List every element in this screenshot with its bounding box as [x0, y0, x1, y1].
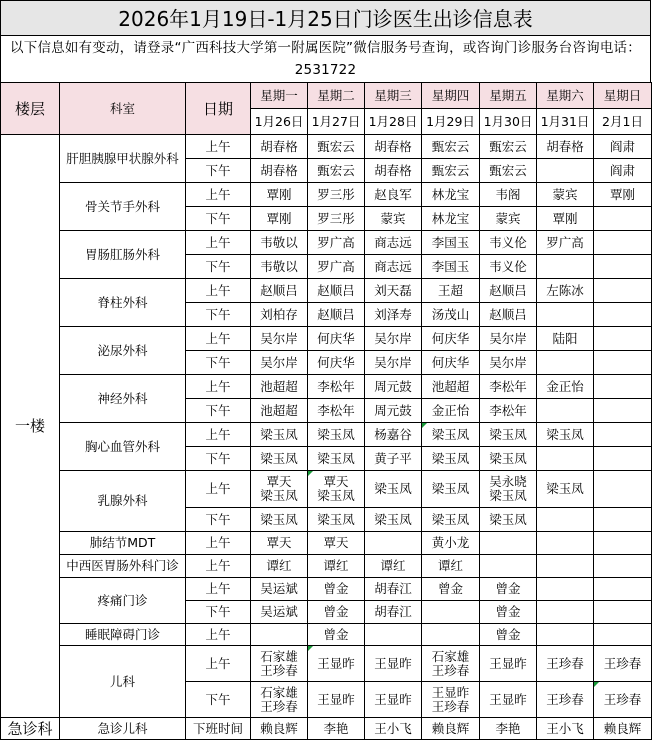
dept-cell: 睡眠障碍门诊 [60, 624, 186, 646]
doctor-cell [594, 375, 652, 399]
doctor-cell: 覃刚 [594, 183, 652, 207]
dept-cell: 神经外科 [60, 375, 186, 423]
doctor-cell: 梁玉凤 [480, 508, 537, 532]
doctor-cell [537, 447, 594, 471]
doctor-cell [480, 532, 537, 555]
doctor-cell [594, 303, 652, 327]
doctor-cell [594, 279, 652, 303]
doctor-cell [537, 303, 594, 327]
doctor-cell: 林龙宝 [422, 207, 480, 231]
header-floor: 楼层 [1, 83, 60, 135]
table-row [1, 279, 652, 303]
doctor-cell [537, 555, 594, 578]
doctor-cell: 吴尔岸 [480, 351, 537, 375]
period-cell: 上午 [186, 375, 251, 399]
period-cell: 下班时间 [186, 718, 251, 740]
doctor-cell: 蒙宾 [365, 207, 422, 231]
doctor-cell [594, 578, 652, 601]
doctor-cell: 王小飞 [365, 718, 422, 740]
doctor-cell: 王珍春 [537, 682, 594, 718]
period-cell: 下午 [186, 682, 251, 718]
period-cell: 下午 [186, 207, 251, 231]
doctor-cell: 梁玉凤 [480, 423, 537, 447]
doctor-cell: 覃刚 [251, 183, 308, 207]
dept-cell: 脊柱外科 [60, 279, 186, 327]
doctor-cell: 王显昨 [308, 682, 365, 718]
header-date-cell: 1月29日 [422, 109, 480, 135]
table-row [1, 532, 652, 555]
doctor-cell: 赵顺吕 [308, 303, 365, 327]
doctor-cell: 谭红 [422, 555, 480, 578]
doctor-cell: 赵良军 [365, 183, 422, 207]
dept-cell: 肺结节MDT [60, 532, 186, 555]
doctor-cell: 林龙宝 [422, 183, 480, 207]
doctor-cell: 罗广高 [308, 255, 365, 279]
doctor-cell: 黄小龙 [422, 532, 480, 555]
doctor-cell: 甄宏云 [422, 159, 480, 183]
doctor-cell: 赵顺吕 [308, 279, 365, 303]
doctor-cell: 阎肃 [594, 135, 652, 159]
doctor-cell: 何庆华 [422, 327, 480, 351]
page-title: 2026年1月19日-1月25日门诊医生出诊信息表 [0, 0, 651, 36]
doctor-cell: 刘柏存 [251, 303, 308, 327]
doctor-cell: 吴尔岸 [480, 327, 537, 351]
doctor-cell: 池超超 [251, 375, 308, 399]
doctor-cell: 池超超 [422, 375, 480, 399]
doctor-cell: 覃刚 [537, 207, 594, 231]
header-date: 日期 [186, 83, 251, 135]
doctor-cell: 甄宏云 [422, 135, 480, 159]
doctor-cell [594, 255, 652, 279]
doctor-cell [537, 399, 594, 423]
doctor-cell: 金正怡 [422, 399, 480, 423]
doctor-cell: 刘天磊 [365, 279, 422, 303]
table-row [1, 327, 652, 351]
doctor-cell: 吴运斌 [251, 578, 308, 601]
doctor-cell [537, 578, 594, 601]
doctor-cell: 谭红 [365, 555, 422, 578]
header-date-cell: 1月26日 [251, 109, 308, 135]
floor-emergency: 急诊科 [1, 718, 60, 740]
doctor-cell: 曾金 [480, 578, 537, 601]
header-weekday: 星期五 [480, 83, 537, 109]
doctor-cell [537, 508, 594, 532]
header-weekday: 星期三 [365, 83, 422, 109]
doctor-cell [594, 207, 652, 231]
doctor-cell: 罗广高 [537, 231, 594, 255]
header-weekday: 星期一 [251, 83, 308, 109]
doctor-cell: 李国玉 [422, 255, 480, 279]
doctor-cell: 梁玉凤 [308, 447, 365, 471]
doctor-cell: 李国玉 [422, 231, 480, 255]
doctor-cell: 李艳 [480, 718, 537, 740]
table-row [1, 578, 652, 601]
doctor-cell [537, 624, 594, 646]
doctor-cell: 赖良辉 [594, 718, 652, 740]
period-cell: 上午 [186, 532, 251, 555]
doctor-cell: 王显昨 [308, 646, 365, 682]
doctor-cell: 甄宏云 [480, 135, 537, 159]
period-cell: 上午 [186, 183, 251, 207]
period-cell: 下午 [186, 159, 251, 183]
doctor-cell: 梁玉凤 [480, 447, 537, 471]
doctor-cell: 胡春格 [365, 159, 422, 183]
doctor-cell: 梁玉凤 [422, 447, 480, 471]
dept-cell: 疼痛门诊 [60, 578, 186, 624]
doctor-cell: 何庆华 [308, 351, 365, 375]
doctor-cell: 池超超 [251, 399, 308, 423]
doctor-cell [594, 351, 652, 375]
table-row [1, 135, 652, 159]
table-row [1, 183, 652, 207]
doctor-cell: 李松年 [480, 375, 537, 399]
doctor-cell: 李松年 [308, 375, 365, 399]
doctor-cell: 陆阳 [537, 327, 594, 351]
doctor-cell [594, 447, 652, 471]
schedule-body [1, 135, 652, 740]
doctor-cell: 曾金 [308, 624, 365, 646]
doctor-cell: 赵顺吕 [480, 279, 537, 303]
doctor-cell: 赵顺吕 [480, 303, 537, 327]
doctor-cell: 曾金 [480, 624, 537, 646]
period-cell: 下午 [186, 447, 251, 471]
period-cell: 上午 [186, 471, 251, 508]
floor-first: 一楼 [1, 135, 60, 718]
header-weekday: 星期二 [308, 83, 365, 109]
doctor-cell: 赖良辉 [422, 718, 480, 740]
doctor-cell: 王显昨 [480, 682, 537, 718]
period-cell: 下午 [186, 399, 251, 423]
doctor-cell: 梁玉凤 [308, 423, 365, 447]
doctor-cell: 罗三彤 [308, 183, 365, 207]
period-cell: 上午 [186, 423, 251, 447]
doctor-cell: 罗广高 [308, 231, 365, 255]
doctor-cell: 阎肃 [594, 159, 652, 183]
doctor-cell: 谭红 [251, 555, 308, 578]
doctor-cell: 曾金 [308, 578, 365, 601]
period-cell: 上午 [186, 327, 251, 351]
period-cell: 上午 [186, 231, 251, 255]
header-weekday: 星期六 [537, 83, 594, 109]
doctor-cell [480, 555, 537, 578]
doctor-cell: 曾金 [422, 578, 480, 601]
doctor-cell: 吴尔岸 [251, 327, 308, 351]
doctor-cell: 王显昨 王珍春 [422, 682, 480, 718]
doctor-cell: 王小飞 [537, 718, 594, 740]
doctor-cell [251, 624, 308, 646]
doctor-cell [422, 601, 480, 624]
doctor-cell: 李艳 [308, 718, 365, 740]
doctor-cell: 何庆华 [308, 327, 365, 351]
doctor-cell: 韦义伦 [480, 231, 537, 255]
doctor-cell: 王珍春 [594, 646, 652, 682]
doctor-cell: 胡春江 [365, 601, 422, 624]
doctor-cell [537, 351, 594, 375]
doctor-cell: 曾金 [308, 601, 365, 624]
table-row [1, 423, 652, 447]
period-cell: 上午 [186, 578, 251, 601]
doctor-cell: 汤茂山 [422, 303, 480, 327]
header-date-cell: 2月1日 [594, 109, 652, 135]
period-cell: 下午 [186, 351, 251, 375]
doctor-cell: 梁玉凤 [422, 471, 480, 508]
schedule-table [0, 82, 652, 740]
dept-cell: 骨关节手外科 [60, 183, 186, 231]
dept-cell: 胸心血管外科 [60, 423, 186, 471]
doctor-cell [537, 532, 594, 555]
doctor-cell: 梁玉凤 [365, 471, 422, 508]
doctor-cell: 胡春格 [365, 135, 422, 159]
doctor-cell: 蒙宾 [537, 183, 594, 207]
dept-cell: 急诊儿科 [60, 718, 186, 740]
doctor-cell [594, 532, 652, 555]
doctor-cell: 何庆华 [422, 351, 480, 375]
doctor-cell [594, 601, 652, 624]
doctor-cell: 李松年 [308, 399, 365, 423]
doctor-cell: 李松年 [480, 399, 537, 423]
table-row [1, 471, 652, 508]
period-cell: 上午 [186, 646, 251, 682]
doctor-cell: 覃天 梁玉凤 [308, 471, 365, 508]
doctor-cell [594, 471, 652, 508]
doctor-cell: 吴运斌 [251, 601, 308, 624]
dept-cell: 中西医胃肠外科门诊 [60, 555, 186, 578]
doctor-cell: 韦阁 [480, 183, 537, 207]
table-row [1, 375, 652, 399]
doctor-cell: 吴尔岸 [365, 327, 422, 351]
doctor-cell [594, 624, 652, 646]
dept-cell: 儿科 [60, 646, 186, 718]
table-row [1, 624, 652, 646]
doctor-cell: 覃天 [251, 532, 308, 555]
doctor-cell: 商志远 [365, 231, 422, 255]
doctor-cell [594, 508, 652, 532]
doctor-cell [594, 399, 652, 423]
doctor-cell: 梁玉凤 [422, 423, 480, 447]
doctor-cell: 左陈冰 [537, 279, 594, 303]
doctor-cell: 梁玉凤 [537, 423, 594, 447]
doctor-cell: 梁玉凤 [251, 447, 308, 471]
doctor-cell: 王超 [422, 279, 480, 303]
doctor-cell: 吴尔岸 [365, 351, 422, 375]
doctor-cell: 王显昨 [365, 682, 422, 718]
doctor-cell: 胡春格 [537, 135, 594, 159]
period-cell: 上午 [186, 624, 251, 646]
doctor-cell: 甄宏云 [480, 159, 537, 183]
doctor-cell: 谭红 [308, 555, 365, 578]
doctor-cell [422, 624, 480, 646]
doctor-cell: 吴尔岸 [251, 351, 308, 375]
header-weekday: 星期四 [422, 83, 480, 109]
doctor-cell: 梁玉凤 [251, 423, 308, 447]
doctor-cell: 周元鼓 [365, 399, 422, 423]
doctor-cell: 蒙宾 [480, 207, 537, 231]
period-cell: 上午 [186, 135, 251, 159]
table-row [1, 555, 652, 578]
doctor-cell: 梁玉凤 [422, 508, 480, 532]
doctor-cell: 石家雄 王珍春 [251, 646, 308, 682]
doctor-cell: 覃天 梁玉凤 [251, 471, 308, 508]
doctor-cell [594, 327, 652, 351]
doctor-cell: 石家雄 王珍春 [422, 646, 480, 682]
dept-cell: 乳腺外科 [60, 471, 186, 532]
doctor-cell: 王珍春 [537, 646, 594, 682]
period-cell: 上午 [186, 279, 251, 303]
table-row [1, 718, 652, 740]
period-cell: 下午 [186, 303, 251, 327]
doctor-cell: 梁玉凤 [365, 508, 422, 532]
period-cell: 下午 [186, 255, 251, 279]
doctor-cell: 曾金 [480, 601, 537, 624]
header-dept: 科室 [60, 83, 186, 135]
doctor-cell [594, 555, 652, 578]
dept-cell: 胃肠肛肠外科 [60, 231, 186, 279]
doctor-cell: 石家雄 王珍春 [251, 682, 308, 718]
doctor-cell: 赖良辉 [251, 718, 308, 740]
dept-cell: 泌尿外科 [60, 327, 186, 375]
doctor-cell: 金正怡 [537, 375, 594, 399]
doctor-cell [537, 159, 594, 183]
doctor-cell [537, 601, 594, 624]
header-weekday: 星期日 [594, 83, 652, 109]
doctor-cell [594, 423, 652, 447]
doctor-cell [365, 532, 422, 555]
period-cell: 下午 [186, 601, 251, 624]
table-row [1, 646, 652, 682]
doctor-cell: 覃天 [308, 532, 365, 555]
doctor-cell: 胡春江 [365, 578, 422, 601]
doctor-cell: 胡春格 [251, 135, 308, 159]
doctor-cell: 梁玉凤 [251, 508, 308, 532]
doctor-cell: 胡春格 [251, 159, 308, 183]
doctor-cell: 王珍春 [594, 682, 652, 718]
doctor-cell: 杨嘉谷 [365, 423, 422, 447]
doctor-cell: 黄子平 [365, 447, 422, 471]
doctor-cell [365, 624, 422, 646]
doctor-cell: 商志远 [365, 255, 422, 279]
period-cell: 下午 [186, 508, 251, 532]
doctor-cell: 王显昨 [480, 646, 537, 682]
doctor-cell: 韦敬以 [251, 231, 308, 255]
notice-text: 以下信息如有变动，请登录“广西科技大学第一附属医院”微信服务号查询，或咨询门诊服务台咨询电话：2531722 [0, 36, 651, 82]
doctor-cell: 韦义伦 [480, 255, 537, 279]
doctor-cell [594, 231, 652, 255]
doctor-cell: 王显昨 [365, 646, 422, 682]
doctor-cell: 韦敬以 [251, 255, 308, 279]
doctor-cell: 赵顺吕 [251, 279, 308, 303]
dept-cell: 肝胆胰腺甲状腺外科 [60, 135, 186, 183]
doctor-cell: 周元鼓 [365, 375, 422, 399]
doctor-cell: 甄宏云 [308, 135, 365, 159]
table-row [1, 231, 652, 255]
doctor-cell: 梁玉凤 [308, 508, 365, 532]
doctor-cell: 梁玉凤 [537, 471, 594, 508]
period-cell: 上午 [186, 555, 251, 578]
doctor-cell [537, 255, 594, 279]
header-date-cell: 1月30日 [480, 109, 537, 135]
header-date-cell: 1月27日 [308, 109, 365, 135]
doctor-cell: 甄宏云 [308, 159, 365, 183]
doctor-cell: 罗三彤 [308, 207, 365, 231]
header-date-cell: 1月31日 [537, 109, 594, 135]
doctor-cell: 覃刚 [251, 207, 308, 231]
doctor-cell: 吴永晓 梁玉凤 [480, 471, 537, 508]
doctor-cell: 刘泽寿 [365, 303, 422, 327]
header-date-cell: 1月28日 [365, 109, 422, 135]
